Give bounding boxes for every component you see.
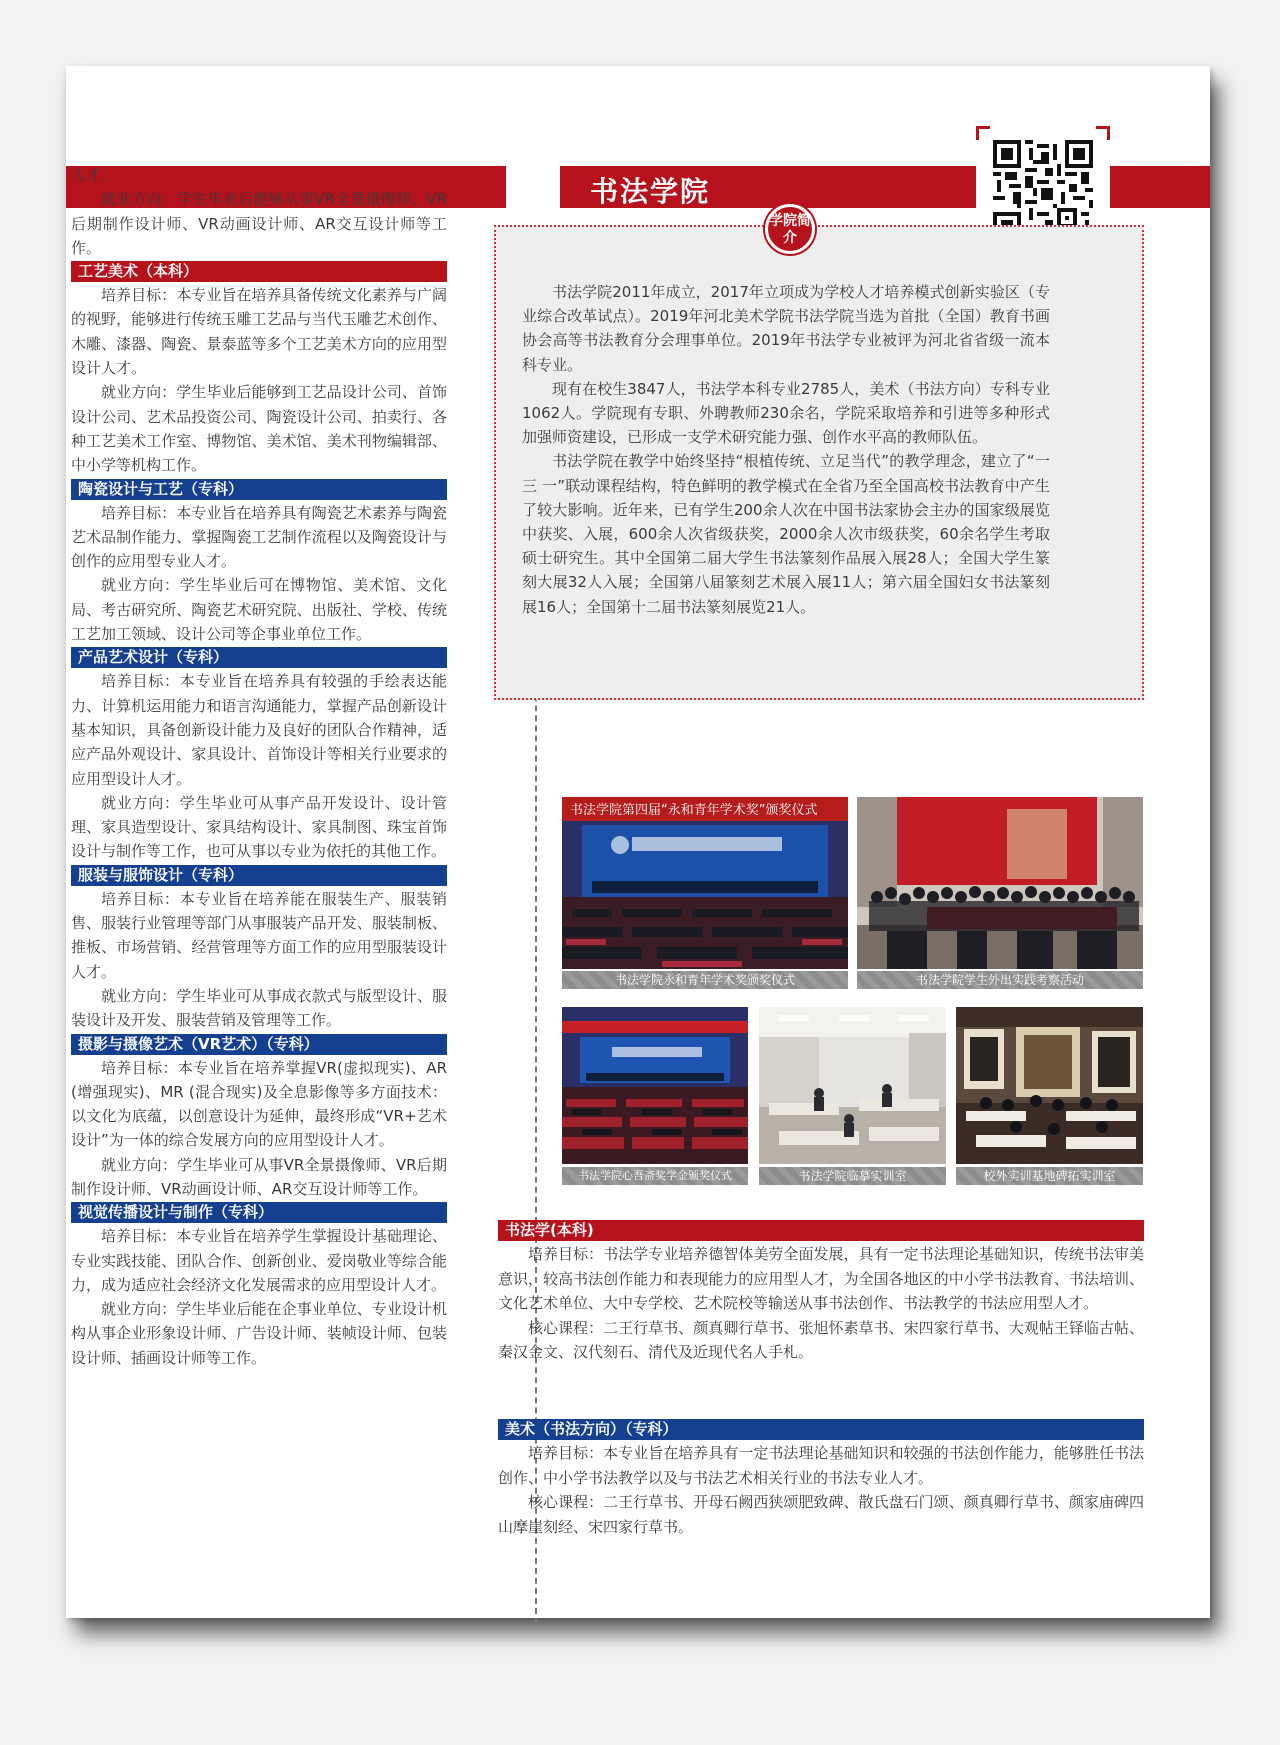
section-goal-text: 培养目标：本专业旨在培养学生掌握设计基础理论、专业实践技能、团队合作、创新创业、爱岗敬业等综合能力，成为适应社会经济文化发展需求的应用型设计人才。 (71, 1227, 447, 1294)
section-job-text: 就业方向：学生毕业后可在博物馆、美术馆、文化局、考古研究所、陶瓷艺术研究院、出版社、学校、传统工艺加工领域、设计公司等企事业单位工作。 (71, 576, 447, 644)
qr-corner-mark (1096, 126, 1110, 140)
section-job-text: 就业方向：学生毕业后能够到工艺品设计公司、首饰设计公司、艺术品投资公司、陶瓷设计公司、拍卖行、各种工艺美术工作室、博物馆、美术馆、美术刊物编辑部、中小学等机构工作。 (71, 383, 447, 475)
section-job-text: 就业方向：学生毕业后能在企事业单位、专业设计机构从事企业形象设计师、广告设计师、装帧设计师、包装设计师、插画设计师等工作。 (71, 1300, 447, 1367)
section-head-fine-arts-calligraphy: 美术（书法方向）（专科） (498, 1419, 1144, 1440)
section-goal-text: 培养目标：本专业旨在培养具有陶瓷艺术素养与陶瓷艺术品制作能力、掌握陶瓷工艺制作流程以及陶瓷设计与创作的应用型专业人才。 (71, 503, 447, 571)
section-head-calligraphy: 书法学(本科) (498, 1220, 1144, 1241)
section-head-ceramics: 陶瓷设计与工艺（专科） (71, 479, 447, 500)
section-goal-text: 培养目标：本专业旨在培养能在服装生产、服装销售、服装行业管理等部门从事服装产品开发、服装制板、推板、市场营销、经营管理等方面工作的应用型服装设计人才。 (71, 889, 447, 981)
intro-paragraph: 书法学院2011年成立，2017年立项成为学校人才培养模式创新实验区（专业综合改革试点）。2019年河北美术学院书法学院当选为首批（全国）教育书画协会高等书法教育分会理事单位。2019年书法学专业被评为河北省省级一流本科专业。 (522, 283, 1050, 374)
photo-caption: 书法学院临摹实训室 (759, 1167, 946, 1185)
section-head-visual-communication: 视觉传播设计与制作（专科） (71, 1202, 447, 1223)
college-title: 书法学院 (590, 175, 711, 208)
photo-award-ceremony (562, 797, 848, 969)
photo-rubbing-room (956, 1007, 1143, 1164)
intro-tail-text: 人才。 (71, 166, 117, 184)
photo-copy-training-room (759, 1007, 946, 1164)
scholarship-ceremony-image (562, 1007, 748, 1164)
section-core-courses-text: 核心课程：二王行草书、颜真卿行草书、张旭怀素草书、宋四家行草书、大观帖王铎临古帖、秦汉金文、汉代刻石、清代及近现代名人手札。 (498, 1318, 1144, 1361)
section-goal-text: 培养目标：本专业旨在培养具有一定书法理论基础知识和较强的书法创作能力，能够胜任书法创作、中小学书法教学以及与书法艺术相关行业的书法专业人才。 (498, 1444, 1144, 1487)
photo-caption: 书法学院心吾斋奖学金颁奖仪式 (562, 1167, 748, 1185)
training-room-image (759, 1007, 946, 1164)
section-goal-text: 培养目标：本专业旨在培养掌握VR(虚拟现实)、AR (增强现实)、MR (混合现实)及全息影像等多方面技术：以文化为底蕴，以创意设计为延伸，最终形成“VR+艺术设计”为一体的综合发展方向的应用型设计人才。 (71, 1058, 447, 1150)
calligraphy-bachelor-section (498, 1219, 1144, 1365)
section-head-craft-art: 工艺美术（本科） (71, 261, 447, 282)
section-goal-text: 培养目标：本专业旨在培养具备传统文化素养与广阔的视野，能够进行传统玉雕工艺品与当代玉雕艺术创作、木雕、漆器、陶瓷、景泰蓝等多个工艺美术方向的应用型设计人才。 (71, 286, 447, 378)
section-head-fashion-design: 服装与服饰设计（专科） (71, 865, 447, 886)
section-job-text: 就业方向：学生毕业可从事成衣款式与版型设计、服装设计及开发、服装营销及管理等工作。 (71, 986, 447, 1030)
photo-field-trip (857, 797, 1143, 969)
rubbing-room-image (956, 1007, 1143, 1164)
photo-caption: 校外实训基地碑拓实训室 (956, 1167, 1143, 1185)
field-trip-image (857, 797, 1143, 969)
intro-paragraph: 现有在校生3847人，书法学本科专业2785人，美术（书法方向）专科专业1062人。学院现有专职、外聘教师230余名，学院采取培养和引进等多种形式加强师资建设，已形成一支学术研究能力强、创作水平高的教师队伍。 (522, 379, 1050, 447)
section-goal-text: 培养目标：书法学专业培养德智体美劳全面发展，具有一定书法理论基础知识，传统书法审美意识，较高书法创作能力和表现能力的应用型人才，为全国各地区的中小学书法教育、书法培训、文化艺术单位、大中专学校、艺术院校等输送从事书法创作、书法教学的书法应用型人才。 (498, 1245, 1144, 1312)
section-head-vr-art: 摄影与摄像艺术（VR艺术）（专科） (71, 1034, 447, 1055)
intro-paragraph: 书法学院在教学中始终坚持“根植传统、立足当代”的教学理念，建立了“一 三 一”联动课程结构，特色鲜明的教学模式在全省乃至全国高校书法教育中产生了较大影响。近年来，已有学生200余人次在中国书法家协会主办的国家级展览中获奖、入展，600余人次省级获奖，2000余人次市级获奖，60余名学生考取硕士研究生。其中全国第二届大学生书法篆刻作品展入展28人；全国大学生篆刻大展32人入展；全国第八届篆刻艺术展入展11人；第六届全国妇女书法篆刻展16人；全国第十二届书法篆刻展览21人。 (522, 452, 1050, 616)
section-job-text: 就业方向：学生毕业可从事VR全景摄像师、VR后期制作设计师、VR动画设计师、AR交互设计师等工作。 (71, 1155, 447, 1198)
left-column (71, 163, 447, 1370)
section-goal-text: 培养目标：本专业旨在培养具有较强的手绘表达能力、计算机运用能力和语言沟通能力，掌握产品创新设计基本知识，具备创新设计能力及良好的团队合作精神，适应产品外观设计、家具设计、首饰设计等相关行业要求的应用型设计人才。 (71, 672, 447, 788)
college-intro-badge: 学院简介 (765, 204, 815, 254)
college-intro-text (522, 280, 1050, 619)
right-header-bar (560, 166, 1210, 208)
photo-scholarship-ceremony (562, 1007, 748, 1164)
intro-job-text: 就业方向：学生毕业后能够从事VR全景摄像师、VR后期制作设计师、VR动画设计师、AR交互设计师等工作。 (71, 190, 447, 257)
qr-corner-mark (976, 126, 990, 140)
section-job-text: 就业方向：学生毕业可从事产品开发设计、设计管理、家具造型设计、家具结构设计、家具制图、珠宝首饰设计与制作等工作，也可从事以专业为依托的其他工作。 (71, 793, 447, 861)
award-ceremony-image (562, 797, 848, 969)
section-core-courses-text: 核心课程：二王行草书、开母石阙西狭颂肥致碑、散氏盘石门颂、颜真卿行草书、颜家庙碑四山摩崖刻经、宋四家行草书。 (498, 1493, 1144, 1536)
photo-caption: 书法学院永和青年学术奖颁奖仪式 (562, 971, 848, 989)
photo-banner-text: 书法学院第四届“永和青年学术奖”颁奖仪式 (570, 803, 818, 818)
fine-arts-calligraphy-section (498, 1418, 1144, 1539)
section-head-product-design: 产品艺术设计（专科） (71, 647, 447, 668)
photo-caption: 书法学院学生外出实践考察活动 (857, 971, 1143, 989)
